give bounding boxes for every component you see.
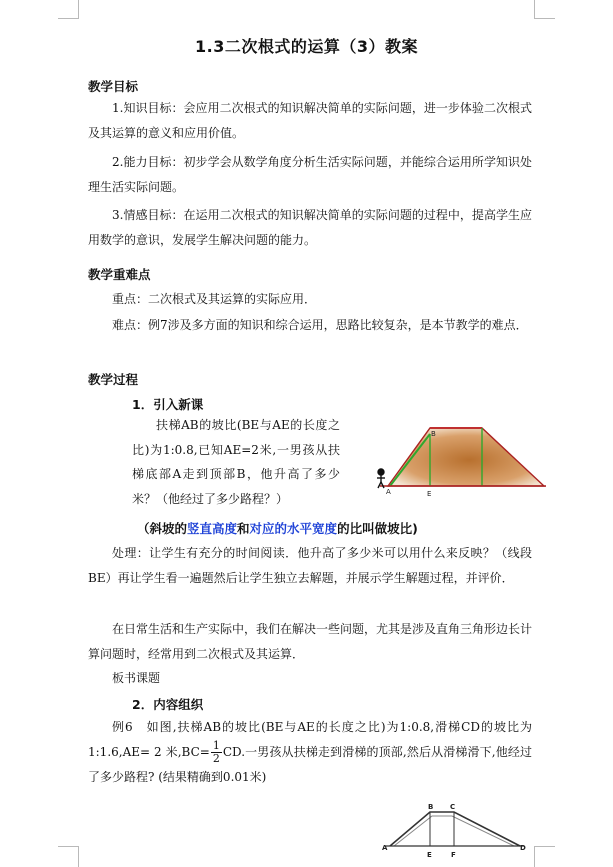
- label-f: F: [451, 851, 456, 859]
- slope-ratio-definition: [137, 519, 418, 537]
- example-text: CD.一男孩从扶梯走到滑梯的顶部,然后从滑梯滑下,他经过了多少路程? (结果精确到0.01米): [88, 744, 532, 784]
- fraction-denominator: 2: [212, 751, 220, 765]
- def-part: 的比叫做坡比): [337, 521, 418, 536]
- objective-ability: 2.能力目标：初步学会从数学角度分析生活实际问题，并能综合运用所学知识处理生活实际问题。: [88, 155, 532, 194]
- key-point: 重点：二次根式及其运算的实际应用．: [112, 292, 317, 306]
- label-b: B: [431, 430, 436, 438]
- crop-mark: [78, 0, 79, 18]
- boy-icon: [377, 469, 385, 488]
- objective-knowledge: 1.知识目标：会应用二次根式的知识解决简单的实际问题，进一步体验二次根式及其运算的意义和应用价值。: [88, 101, 532, 140]
- slide-figure: [380, 800, 530, 862]
- heading-key-points: 教学重难点: [88, 267, 151, 282]
- crop-mark: [534, 18, 555, 19]
- label-a: A: [386, 488, 391, 496]
- subheading-content: 2．内容组织: [132, 697, 204, 712]
- label-d: D: [520, 844, 526, 852]
- page-title: 1.3二次根式的运算（3）教案: [195, 37, 418, 56]
- def-part: 和: [237, 521, 250, 536]
- crop-mark: [534, 846, 555, 847]
- subheading-intro: 1．引入新课: [132, 397, 204, 412]
- def-vertical-height: 竖直高度: [187, 521, 238, 536]
- escalator-figure: [370, 420, 550, 502]
- board-title-text: 板书课题: [112, 671, 161, 685]
- example-6: [88, 715, 532, 789]
- fraction: [211, 740, 222, 765]
- handling-text: 处理：让学生有充分的时间阅读．他升高了多少米可以用什么来反映？（线段BE）再让学生看一遍题然后让学生独立去解题，并展示学生解题过程，并评价．: [88, 546, 532, 585]
- crop-mark: [534, 846, 535, 867]
- intro-problem: 扶梯AB的坡比(BE与AE的长度之比)为1:0.8,已知AE=2米,一男孩从扶梯底部A走到顶部B，他升高了多少米？（他经过了多少路程？）: [132, 418, 340, 506]
- def-part: （斜坡的: [137, 521, 188, 536]
- daily-life-text: 在日常生活和生产实际中，我们在解决一些问题，尤其是涉及直角三角形边长计算问题时，经常用到二次根式及其运算．: [88, 622, 533, 661]
- difficult-point: 难点：例7涉及多方面的知识和综合运用，思路比较复杂，是本节教学的难点．: [112, 318, 528, 332]
- label-a: A: [382, 844, 388, 852]
- crop-mark: [58, 18, 79, 19]
- label-e: E: [427, 490, 432, 498]
- example-text: 例6 如图,扶梯AB的坡比(BE与AE的长度之比)为1:0.8,滑梯CD的坡比为1:1.6,AE= 2 米,BC=: [88, 720, 532, 759]
- heading-process: 教学过程: [88, 372, 139, 387]
- crop-mark: [58, 846, 79, 847]
- heading-objectives: 教学目标: [88, 79, 139, 94]
- def-horizontal-width: 对应的水平宽度: [249, 521, 338, 536]
- label-e: E: [427, 851, 432, 859]
- label-b: B: [428, 803, 434, 811]
- label-c: C: [450, 803, 456, 811]
- crop-mark: [78, 846, 79, 867]
- objective-emotion: 3.情感目标：在运用二次根式的知识解决简单的实际问题的过程中，提高学生应用数学的意识，发展学生解决问题的能力。: [88, 208, 532, 247]
- fraction-numerator: 1: [212, 738, 220, 752]
- crop-mark: [534, 0, 535, 18]
